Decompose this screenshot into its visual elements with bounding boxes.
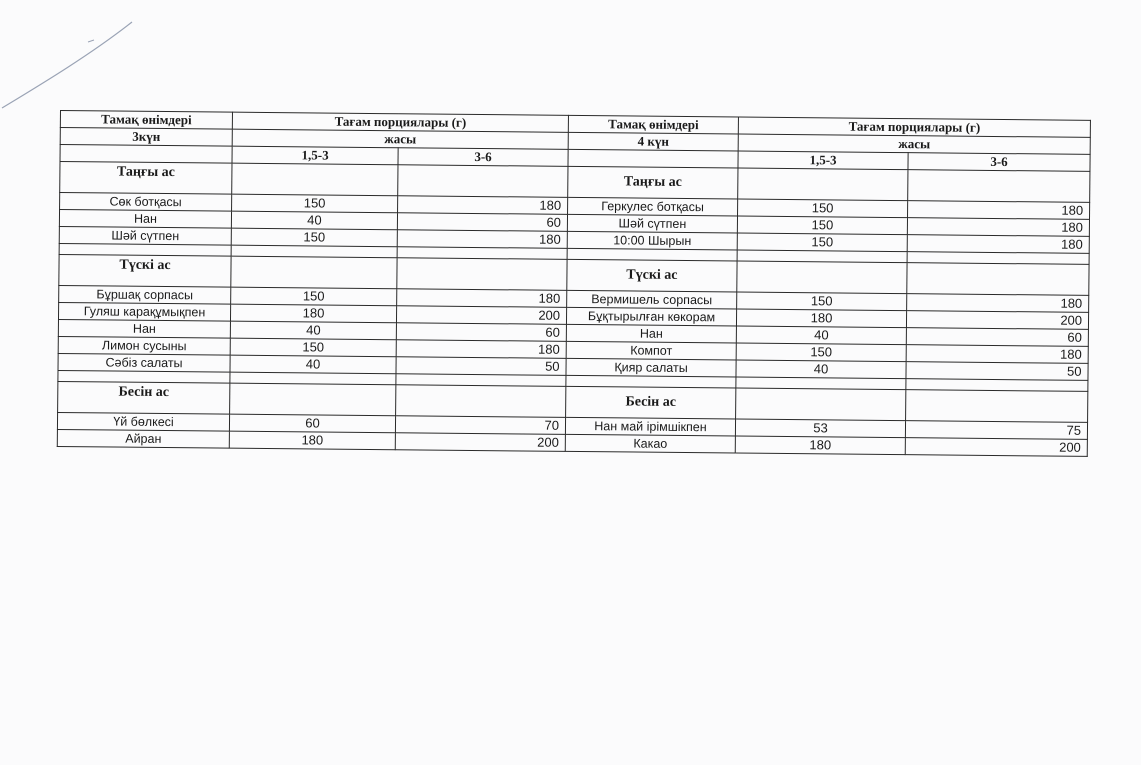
right-lunch-portion-b: 60 bbox=[906, 328, 1088, 347]
right-snack-portion-b: 200 bbox=[905, 438, 1087, 457]
left-snack-title: Бесін ас bbox=[58, 381, 230, 414]
left-breakfast-portion-a: 150 bbox=[232, 194, 398, 213]
left-lunch-portion-b: 200 bbox=[396, 306, 566, 325]
left-lunch-portion-a: 180 bbox=[230, 304, 396, 323]
right-lunch-portion-b: 50 bbox=[906, 362, 1088, 381]
left-breakfast-portion-b: 180 bbox=[398, 196, 568, 215]
left-breakfast-portion-b: 180 bbox=[397, 230, 567, 249]
right-lunch-portion-a: 180 bbox=[736, 309, 906, 328]
right-lunch-blank-b bbox=[907, 263, 1089, 296]
left-age-blank bbox=[60, 145, 232, 164]
left-lunch-item-name: Сәбіз салаты bbox=[58, 353, 230, 372]
right-breakfast-item-name: Геркулес ботқасы bbox=[568, 197, 738, 216]
left-breakfast-portion-a: 40 bbox=[231, 211, 397, 230]
menu-table bbox=[57, 110, 1091, 457]
right-breakfast-portion-a: 150 bbox=[737, 233, 907, 252]
right-header-product: Тамақ өнімдері bbox=[568, 115, 738, 134]
right-age-a: 1,5-3 bbox=[738, 151, 908, 170]
right-age-blank bbox=[568, 149, 738, 168]
right-lunch-blank-a bbox=[737, 261, 907, 294]
left-breakfast-blank-a bbox=[232, 163, 398, 196]
left-breakfast-item-name: Сөк ботқасы bbox=[60, 193, 232, 212]
right-breakfast-portion-a: 150 bbox=[737, 216, 907, 235]
left-lunch-portion-a: 150 bbox=[231, 287, 397, 306]
left-breakfast-item-name: Шәй сүтпен bbox=[59, 226, 231, 245]
right-age-b: 3-6 bbox=[908, 153, 1090, 172]
right-lunch-portion-a: 40 bbox=[736, 360, 906, 379]
left-snack-item-name: Айран bbox=[57, 429, 229, 448]
right-snack-title: Бесін ас bbox=[566, 386, 736, 419]
left-lunch-portion-b: 180 bbox=[396, 340, 566, 359]
left-lunch-portion-a: 150 bbox=[230, 338, 396, 357]
right-breakfast-item-name: Шәй сүтпен bbox=[567, 214, 737, 233]
right-lunch-portion-a: 150 bbox=[737, 292, 907, 311]
right-breakfast-title: Таңғы ас bbox=[568, 166, 738, 199]
right-snack-item-name: Какао bbox=[565, 434, 735, 453]
left-lunch-portion-a: 40 bbox=[230, 321, 396, 340]
right-header-portions: Тағам порциялары (г) bbox=[738, 117, 1090, 137]
left-snack-portion-a: 180 bbox=[229, 431, 395, 450]
left-age-a: 1,5-3 bbox=[232, 146, 398, 165]
left-lunch-title: Түскі ас bbox=[59, 254, 231, 287]
left-header-product: Тамақ өнімдері bbox=[60, 111, 232, 130]
right-breakfast-item-name: 10:00 Шырын bbox=[567, 231, 737, 250]
left-snack-portion-b: 200 bbox=[395, 433, 565, 452]
right-age-label: жасы bbox=[738, 134, 1090, 154]
menu-table-block bbox=[57, 110, 1090, 457]
left-breakfast-title: Таңғы ас bbox=[60, 162, 232, 195]
left-lunch-item-name: Бұршақ сорпасы bbox=[59, 285, 231, 304]
right-breakfast-portion-a: 150 bbox=[738, 199, 908, 218]
right-lunch-portion-a: 150 bbox=[736, 343, 906, 362]
left-lunch-portion-b: 50 bbox=[396, 357, 566, 376]
right-lunch-title: Түскі ас bbox=[567, 259, 737, 292]
right-day-label: 4 күн bbox=[568, 132, 738, 151]
left-breakfast-item-name: Нан bbox=[59, 210, 231, 229]
left-snack-blank-a bbox=[230, 383, 396, 416]
right-breakfast-blank-b bbox=[908, 170, 1090, 203]
left-snack-blank-b bbox=[396, 385, 566, 418]
left-breakfast-portion-a: 150 bbox=[231, 228, 397, 247]
left-lunch-blank-b bbox=[397, 258, 567, 291]
right-lunch-portion-a: 40 bbox=[736, 326, 906, 345]
right-lunch-portion-b: 180 bbox=[906, 345, 1088, 364]
left-age-b: 3-6 bbox=[398, 148, 568, 167]
left-lunch-item-name: Гуляш карақұмықпен bbox=[58, 302, 230, 321]
right-breakfast-portion-b: 180 bbox=[907, 218, 1089, 237]
right-lunch-portion-b: 180 bbox=[907, 294, 1089, 313]
right-snack-portion-b: 75 bbox=[905, 421, 1087, 440]
right-snack-blank-b bbox=[906, 390, 1088, 423]
right-breakfast-portion-b: 180 bbox=[908, 201, 1090, 220]
right-snack-portion-a: 180 bbox=[735, 436, 905, 455]
left-lunch-portion-b: 60 bbox=[396, 323, 566, 342]
left-breakfast-blank-b bbox=[398, 165, 568, 198]
left-age-label: жасы bbox=[232, 129, 568, 149]
right-lunch-item-name: Компот bbox=[566, 341, 736, 360]
left-snack-item-name: Үй бөлкесі bbox=[57, 412, 229, 431]
left-day-label: 3күн bbox=[60, 128, 232, 147]
left-lunch-blank-a bbox=[231, 256, 397, 289]
left-snack-portion-b: 70 bbox=[395, 416, 565, 435]
right-breakfast-blank-a bbox=[738, 168, 908, 201]
right-snack-portion-a: 53 bbox=[735, 419, 905, 438]
left-breakfast-portion-b: 60 bbox=[397, 213, 567, 232]
left-lunch-portion-b: 180 bbox=[397, 289, 567, 308]
left-header-portions: Тағам порциялары (г) bbox=[232, 112, 568, 132]
right-lunch-item-name: Қияр салаты bbox=[566, 358, 736, 377]
right-snack-blank-a bbox=[736, 388, 906, 421]
left-snack-portion-a: 60 bbox=[229, 414, 395, 433]
right-snack-item-name: Нан май ірімшікпен bbox=[565, 417, 735, 436]
right-lunch-item-name: Бұқтырылған көкорам bbox=[566, 307, 736, 326]
right-lunch-item-name: Нан bbox=[566, 324, 736, 343]
right-breakfast-portion-b: 180 bbox=[907, 235, 1089, 254]
left-lunch-item-name: Нан bbox=[58, 319, 230, 338]
right-lunch-item-name: Вермишель сорпасы bbox=[567, 290, 737, 309]
left-lunch-item-name: Лимон сусыны bbox=[58, 336, 230, 355]
left-lunch-portion-a: 40 bbox=[230, 355, 396, 374]
right-lunch-portion-b: 200 bbox=[906, 311, 1088, 330]
